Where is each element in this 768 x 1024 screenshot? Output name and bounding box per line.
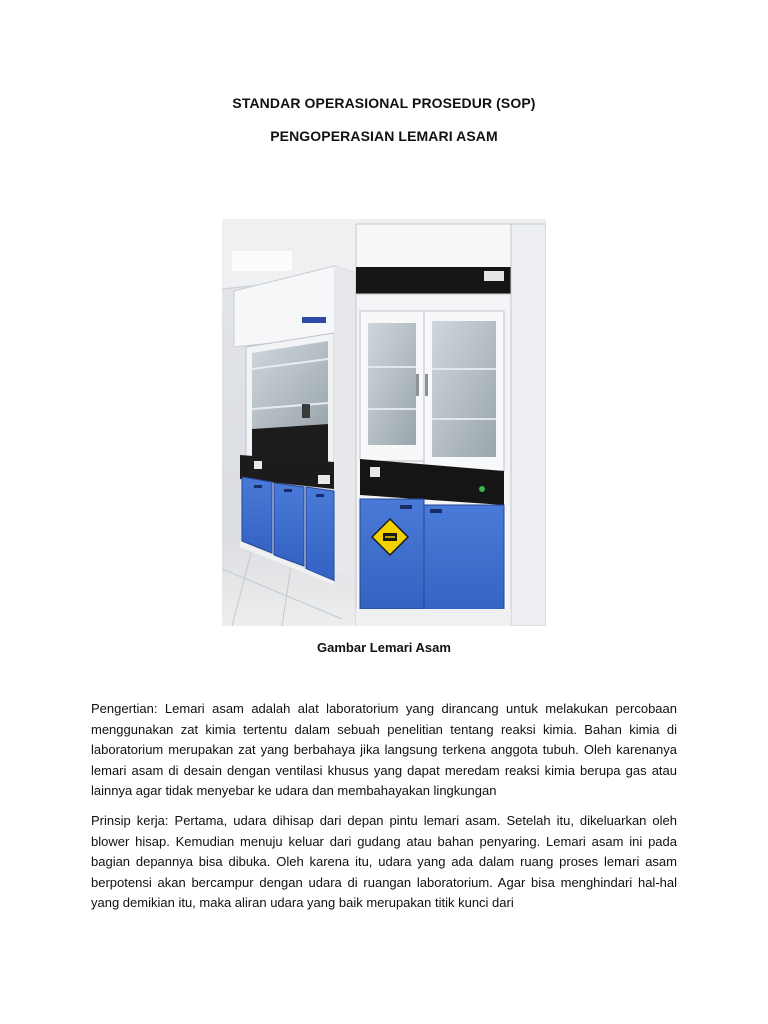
paragraph-pengertian: Pengertian: Lemari asam adalah alat laboratorium yang dirancang untuk melakukan percobaan menggunakan zat kimia tertentu dalam sebuah penelitian tentang reaksi kimia. Bahan kimia di laboratorium merupakan zat yang berbahaya jika langsung terkena anggota tubuh. Oleh karenanya lemari asam di desain dengan ventilasi khusus yang dapat meredam reaksi kimia berupa gas atau lainnya agar tidak menyebar ke udara dan membahayakan lingkungan	[91, 701, 677, 798]
document-title: STANDAR OPERASIONAL PROSEDUR (SOP)	[232, 95, 536, 111]
figure-caption: Gambar Lemari Asam	[317, 640, 451, 655]
paragraph-prinsip-kerja: Prinsip kerja: Pertama, udara dihisap dari depan pintu lemari asam. Setelah itu, dikeluarkan oleh blower hisap. Kemudian menuju keluar dari gudang atau bahan penyaring. Lemari asam ini pada bagian depannya bisa dibuka. Oleh karena itu, udara yang ada dalam ruang proses lemari asam berpotensi akan bercampur dengan udara di ruangan laboratorium. Agar bisa menghindari hal-hal yang demikian itu, maka aliran udara yang baik merupakan titik kunci dari	[91, 813, 677, 910]
fume-hood	[234, 266, 356, 585]
storage-cabinet	[356, 224, 546, 626]
ceiling-light	[232, 251, 292, 271]
door-handle	[425, 374, 428, 396]
document-subtitle: PENGOPERASIAN LEMARI ASAM	[270, 128, 498, 144]
door-handle	[416, 374, 419, 396]
fume-hood-photo	[222, 219, 546, 626]
